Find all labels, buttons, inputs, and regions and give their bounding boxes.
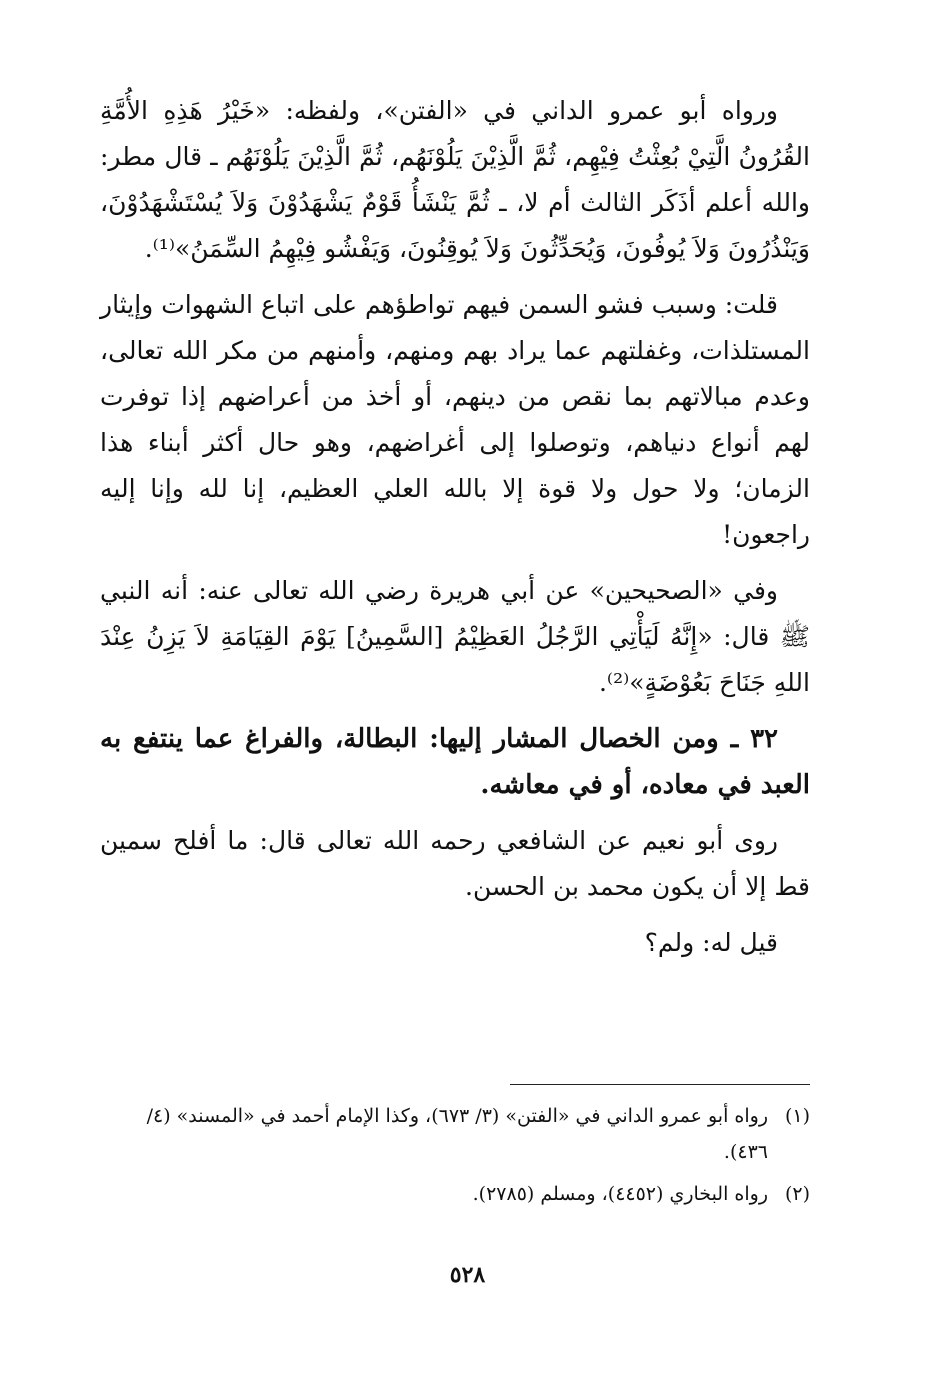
section-heading: ٣٢ ـ ومن الخصال المشار إليها: البطالة، والفراغ عما ينتفع به العبد في معاده، أو في معاشه. xyxy=(100,724,810,800)
footnote-divider xyxy=(510,1084,810,1085)
footnote-2-text: رواه البخاري (٤٤٥٢)، ومسلم (٢٧٨٥). xyxy=(472,1183,768,1205)
paragraph-5: قيل له: ولم؟ xyxy=(644,928,778,957)
footnotes xyxy=(100,1098,810,1218)
page-body xyxy=(100,88,810,976)
paragraph-2: قلت: وسبب فشو السمن فيهم تواطؤهم على اتباع الشهوات وإيثار المستلذات، وغفلتهم عما يراد بهم ومنهم، وأمنهم من مكر الله تعالى، وعدم مبالاتهم بما نقص من دينهم، أو أخذ من أعراضهم إذا توفرت لهم أنواع دنياهم، وتوصلوا إلى أغراضهم، وهو حال أكثر أبناء هذا الزمان؛ ولا حول ولا قوة إلا بالله العلي العظيم، إنا لله وإنا إليه راجعون! xyxy=(100,290,810,549)
footnote-1-text: رواه أبو عمرو الداني في «الفتن» (٣/ ٦٧٣)، وكذا الإمام أحمد في «المسند» (٤/ ٤٣٦). xyxy=(146,1105,768,1163)
footnote-1 xyxy=(100,1098,810,1170)
page-number: ٥٢٨ xyxy=(449,1262,486,1288)
footnote-1-number: (١) xyxy=(784,1105,810,1127)
footnote-2 xyxy=(100,1176,810,1212)
paragraph-4: روى أبو نعيم عن الشافعي رحمه الله تعالى قال: ما أفلح سمين قط إلا أن يكون محمد بن الحسن. xyxy=(100,826,810,901)
paragraph-3: وفي «الصحيحين» عن أبي هريرة رضي الله تعالى عنه: أنه النبي ﷺ قال: «إِنَّهُ لَيَأْتِي الرَّجُلُ العَظِيْمُ [السَّمِينُ] يَوْمَ القِيَامَةِ لاَ يَزِنُ عِنْدَ اللهِ جَنَاحَ بَعُوْضَةٍ»⁽²⁾. xyxy=(100,576,810,697)
footnote-2-number: (٢) xyxy=(784,1183,810,1205)
paragraph-1: ورواه أبو عمرو الداني في «الفتن»، ولفظه: «خَيْرُ هَذِهِ الأُمَّةِ القُرُونُ الَّتِيْ بُعِثْتُ فِيْهِم، ثُمَّ الَّذِيْنَ يَلُوْنَهُم، ثُمَّ الَّذِيْنَ يَلُوْنَهُم ـ قال مطر: والله أعلم أذَكَر الثالث أم لا، ـ ثُمَّ يَنْشَأُ قَوْمٌ يَشْهَدُوْنَ وَلاَ يُسْتَشْهَدُوْنَ، وَيَنْذُرُونَ وَلاَ يُوفُونَ، وَيُحَدِّثُونَ وَلاَ يُوقِنُونَ، وَيَفْشُو فِيْهِمُ السِّمَنُ»⁽¹⁾. xyxy=(100,96,810,263)
